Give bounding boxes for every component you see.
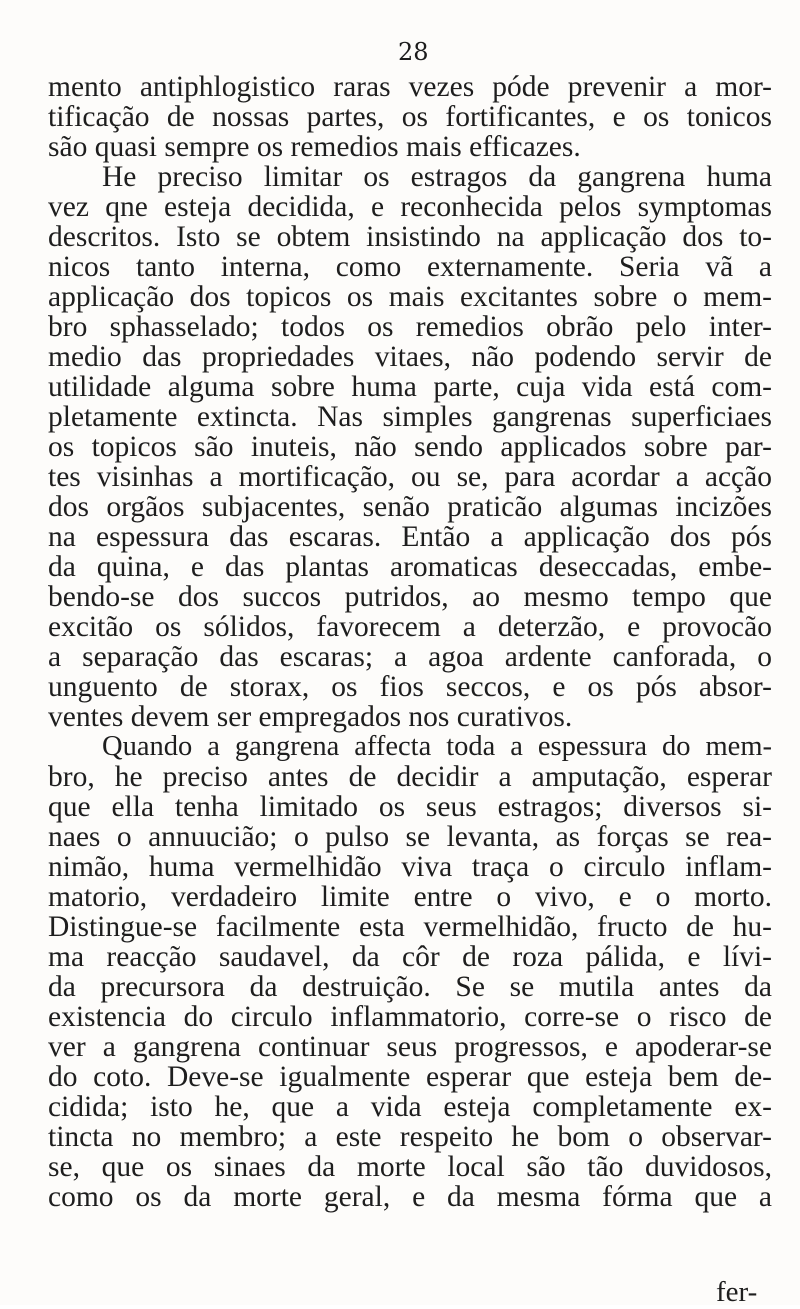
- text-line: applicação dos topicos os mais excitantes sobre o mem-: [48, 281, 772, 313]
- text-line: da quina, e das plantas aromaticas deseccadas, embe-: [48, 551, 772, 583]
- text-line: matorio, verdadeiro limite entre o vivo, e o morto.: [48, 881, 772, 913]
- text-line: Quando a gangrena affecta toda a espessura do mem-: [102, 731, 772, 762]
- text-line: descritos. Isto se obtem insistindo na applicação dos to-: [48, 221, 772, 253]
- text-line: ver a gangrena continuar seus progressos, e apoderar-se: [48, 1031, 772, 1063]
- text-line: dos orgãos subjacentes, senão praticão algumas incizões: [48, 491, 772, 523]
- text-line: bro sphasselado; todos os remedios obrão pelo inter-: [48, 311, 772, 343]
- text-line: pletamente extincta. Nas simples gangrenas superficiaes: [48, 401, 772, 433]
- page-number: 28: [398, 38, 429, 66]
- text-line: que ella tenha limitado os seus estragos; diversos si-: [48, 791, 772, 823]
- text-line: vez qne esteja decidida, e reconhecida pelos symptomas: [48, 191, 772, 223]
- text-line: como os da morte geral, e da mesma fórma que a: [48, 1181, 772, 1213]
- text-line: nimão, huma vermelhidão viva traça o circulo inflam-: [48, 851, 772, 883]
- text-line: ma reacção saudavel, da côr de roza pálida, e lívi-: [48, 941, 772, 973]
- catchword: fer-: [716, 1276, 758, 1308]
- text-line: os topicos são inuteis, não sendo applicados sobre par-: [48, 431, 772, 463]
- text-line: unguento de storax, os fios seccos, e os pós absor-: [48, 671, 772, 703]
- text-line: bro, he preciso antes de decidir a amputação, esperar: [48, 761, 772, 793]
- text-line: medio das propriedades vitaes, não podendo servir de: [48, 341, 772, 373]
- text-line: mento antiphlogistico raras vezes póde prevenir a mor-: [48, 71, 772, 103]
- text-line: excitão os sólidos, favorecem a deterzão, e provocão: [48, 611, 772, 643]
- text-line: bendo-se dos succos putridos, ao mesmo tempo que: [48, 581, 772, 613]
- text-line: He preciso limitar os estragos da gangrena huma: [102, 161, 772, 193]
- text-line: tes visinhas a mortificação, ou se, para acordar a acção: [48, 461, 772, 493]
- body-text: [48, 72, 772, 1212]
- text-line: do coto. Deve-se igualmente esperar que esteja bem de-: [48, 1061, 772, 1093]
- text-line: cidida; isto he, que a vida esteja completamente ex-: [48, 1091, 772, 1123]
- text-line: nicos tanto interna, como externamente. Seria vã a: [48, 251, 772, 283]
- text-line: utilidade alguma sobre huma parte, cuja vida está com-: [48, 371, 772, 403]
- text-line: são quasi sempre os remedios mais efficazes.: [48, 131, 581, 163]
- text-line: ventes devem ser empregados nos curativos.: [48, 701, 573, 733]
- text-line: Distingue-se facilmente esta vermelhidão, fructo de hu-: [48, 911, 772, 943]
- text-line: tincta no membro; a este respeito he bom o observar-: [48, 1121, 772, 1153]
- text-line: a separação das escaras; a agoa ardente canforada, o: [48, 641, 772, 673]
- text-line: naes o annuucião; o pulso se levanta, as forças se rea-: [48, 821, 772, 853]
- text-line: na espessura das escaras. Então a applicação dos pós: [48, 521, 772, 553]
- text-line: existencia do circulo inflammatorio, corre-se o risco de: [48, 1001, 772, 1033]
- text-line: se, que os sinaes da morte local são tão duvidosos,: [48, 1151, 772, 1183]
- text-line: tificação de nossas partes, os fortificantes, e os tonicos: [48, 101, 772, 133]
- text-line: da precursora da destruição. Se se mutila antes da: [48, 971, 772, 1003]
